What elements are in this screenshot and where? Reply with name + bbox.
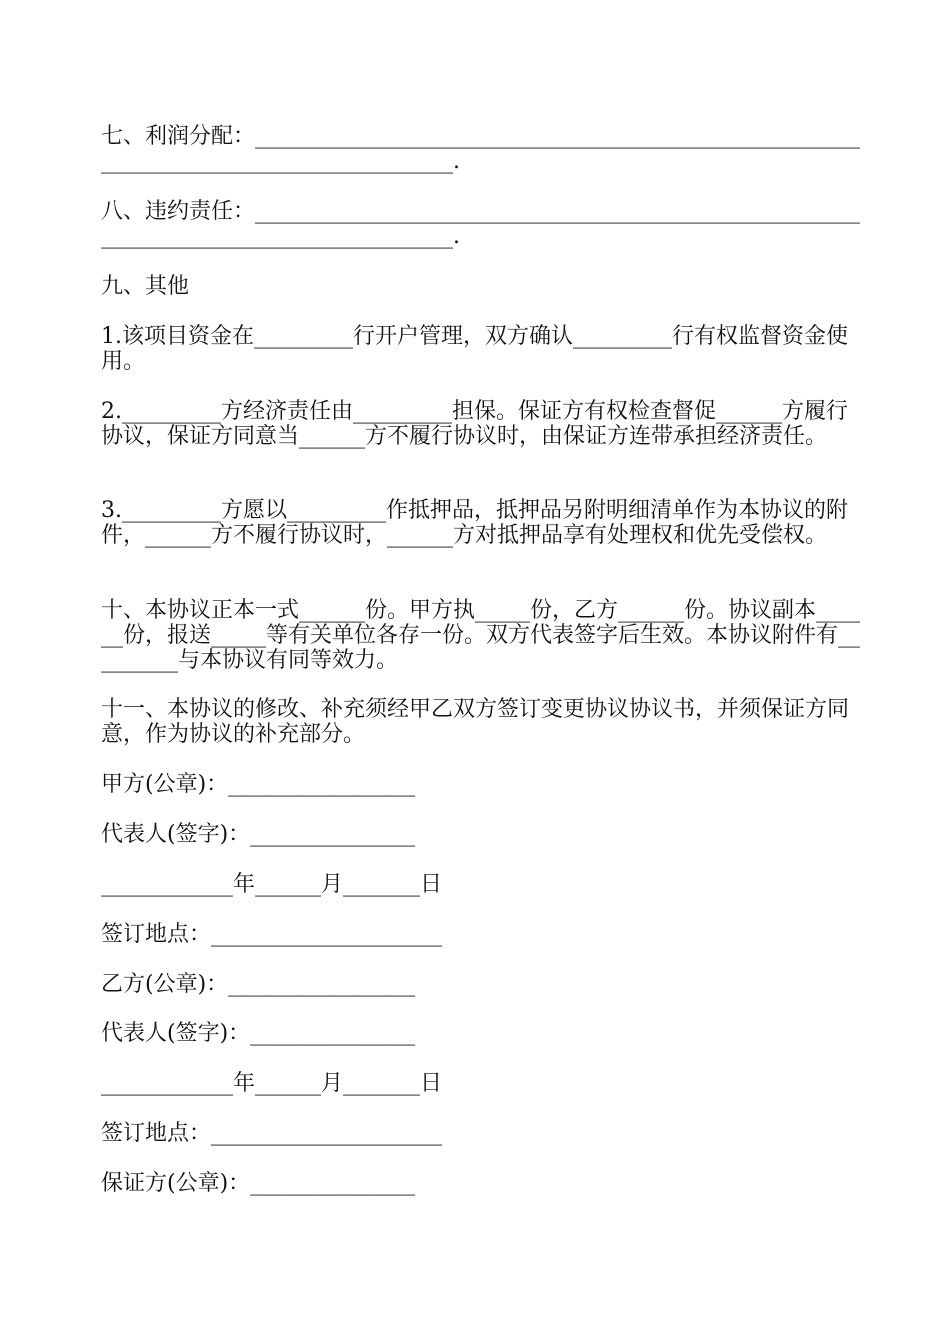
party-a-representative: 代表人(签字)：_______________ [101, 822, 416, 847]
clause-11-amendments: 十一、本协议的修改、补充须经甲乙双方签订变更协议协议书，并须保证方同意，作为协议的补充部分。 [101, 697, 850, 747]
clause-9-item-2: 2._________方经济责任由_________担保。保证方有权检查督促______方履行协议，保证方同意当______方不履行协议时，由保证方连带承担经济责任。 [101, 399, 848, 449]
clause-9-item-1: 1.该项目资金在_________行开户管理，双方确认_________行有权监督资金使用。 [101, 324, 848, 374]
guarantor-seal: 保证方(公章)：_______________ [101, 1171, 416, 1196]
party-b-date: ____________年______月_______日 [101, 1071, 443, 1096]
party-b-location: 签订地点：_____________________ [101, 1121, 443, 1146]
clause-7-profit-distribution: 七、利润分配：_______________________________________________________________________________________. [101, 124, 861, 174]
party-a-seal: 甲方(公章)：_________________ [101, 772, 416, 797]
party-a-location: 签订地点：_____________________ [101, 922, 443, 947]
clause-9-item-3: 3._________方愿以_________作抵押品，抵押品另附明细清单作为本协议的附件，______方不履行协议时，______方对抵押品享有处理权和优先受偿权。 [101, 498, 848, 548]
party-a-date: ____________年______月_______日 [101, 872, 443, 897]
clause-9-heading: 九、其他 [101, 274, 190, 299]
party-b-representative: 代表人(签字)：_______________ [101, 1021, 416, 1046]
clause-8-breach-liability: 八、违约责任：_______________________________________________________________________________________. [101, 199, 861, 249]
party-b-seal: 乙方(公章)：_________________ [101, 972, 416, 997]
clause-10-copies: 十、本协议正本一式______份。甲方执_____份，乙方______份。协议副本______份，报送_____等有关单位各存一份。双方代表签字后生效。本协议附件有_________与本协议有同等效力。 [101, 598, 861, 673]
